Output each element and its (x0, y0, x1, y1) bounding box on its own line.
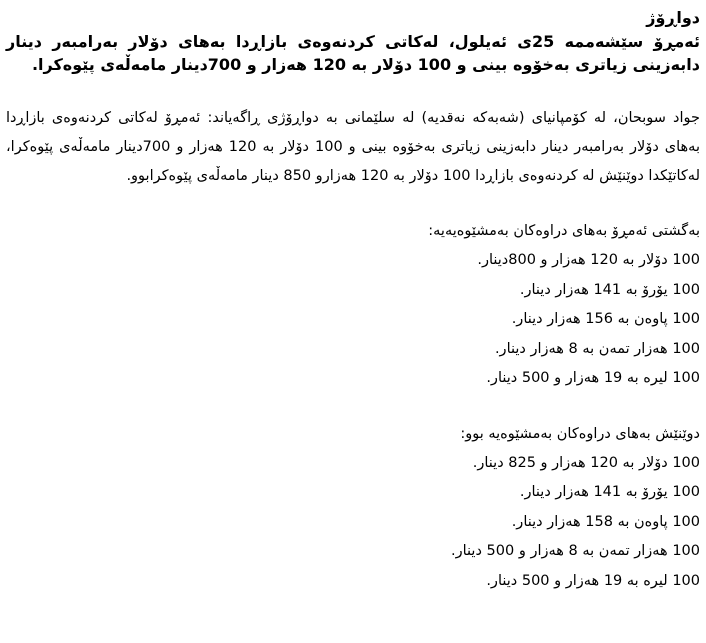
list-item: 100 لیرە بە 19 هەزار و 500 دینار. (486, 572, 700, 589)
list-item: 100 پاوەن بە 156 هەزار دینار. (511, 311, 700, 327)
list-item: 100 هەزار تمەن بە 8 هەزار دینار. (494, 340, 700, 357)
source-title: دواڕۆژ (646, 8, 700, 27)
body-paragraph: جواد سوبحان، لە کۆمپانیای (شەبەکە نەقدیە) لە سلێمانی بە دواڕۆژی ڕاگەیاند: ئەمڕۆ لەکاتی کردنەوەی بازاڕدا بەهای دۆلار بەرامبەر دینار دابەزینی زیاتری بەخۆوە بینی و 100 دۆلار بە 120 هەزار و 700دینار مامەڵەی پێوەکرا، لەکاتێکدا دوێنێش لە کردنەوەی بازاڕدا 100 دۆلار بە 120 هەزارو 850 دینار مامەڵەی پێوەکرابوو. (6, 110, 700, 184)
today-rates-heading: بەگشتی ئەمڕۆ بەهای دراوەکان بەمشێوەیەیە: (428, 223, 700, 239)
list-item: 100 یۆرۆ بە 141 هەزار دینار. (519, 281, 700, 298)
list-item: 100 پاوەن بە 158 هەزار دینار. (511, 513, 700, 530)
list-item: 100 دۆلار بە 120 هەزار و 825 دینار. (472, 454, 700, 471)
spacer (6, 394, 700, 420)
list-item: 100 یۆرۆ بە 141 هەزار دینار. (519, 484, 700, 500)
list-item: 100 لیرە بە 19 هەزار و 500 دینار. (486, 370, 700, 386)
list-item: 100 هەزار تمەن بە 8 هەزار و 500 دینار. (451, 543, 700, 559)
yesterday-rates-heading: دوێنێش بەهای دراوەکان بەمشێوەیە بوو: (460, 425, 700, 442)
spacer (6, 191, 700, 217)
list-item: 100 دۆلار بە 120 هەزار و 800دینار. (477, 252, 700, 268)
lead-paragraph: ئەمڕۆ سێشەممە 25ی ئەیلول، لەکاتی کردنەوەی بازاڕدا بەهای دۆلار بەرامبەر دینار دابەزینی زیاتری بەخۆوە بینی و 100 دۆلار بە 120 هەزار و 700دینار مامەڵەی پێوەکرا. (6, 32, 701, 74)
spacer (6, 76, 700, 104)
today-rates-list (6, 246, 700, 394)
yesterday-rates-list (6, 449, 700, 597)
